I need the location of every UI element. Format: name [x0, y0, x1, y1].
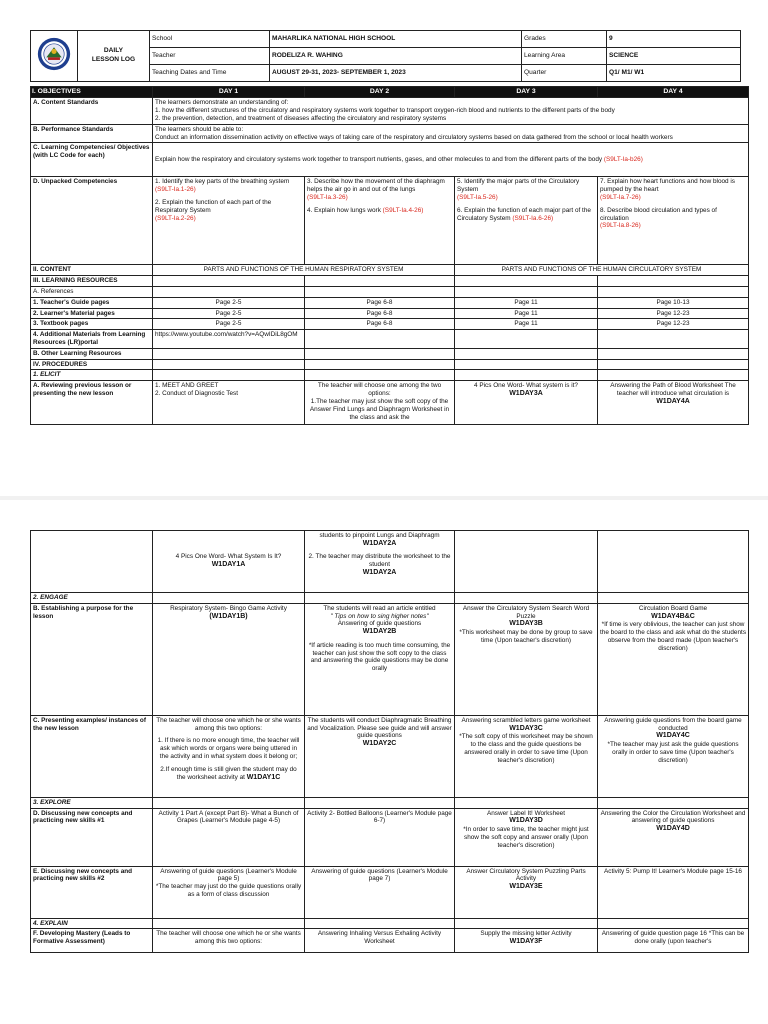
title-line-1: DAILY	[103, 47, 124, 55]
reviewing-day-2	[305, 381, 455, 425]
content-respiratory: PARTS AND FUNCTIONS OF THE HUMAN RESPIRATORY SYSTEM	[153, 265, 455, 276]
examples-day-4	[598, 715, 749, 797]
activity-text: Answer Circulatory System Puzzling Parts Activity	[466, 867, 586, 883]
mastery-day-2: Answering Inhaling Versus Exhaling Activity Worksheet	[305, 929, 455, 953]
review-step: 2. Conduct of Diagnostic Test	[155, 390, 239, 398]
worksheet-code: W1DAY3B	[509, 620, 543, 628]
unpacked-day-4	[598, 177, 749, 265]
explain-row	[31, 918, 749, 929]
discussing-1-day-1: Activity 1 Part A (except Part B)- What a Bunch of Grapes (Learner's Module page 4-5)	[153, 808, 305, 866]
worksheet-code: W1DAY3E	[509, 883, 543, 891]
additional-materials-label: 4. Additional Materials from Learning Resources (LR)portal	[31, 330, 153, 349]
competencies-code: (S9LT-Ia-b26)	[603, 155, 643, 163]
discussing-2-day-4: Activity 5: Pump It! Learner's Module page 15-16	[598, 866, 749, 918]
day-4-heading: DAY 4	[598, 87, 749, 98]
discussing-2-day-3	[455, 866, 598, 918]
worksheet-code: W1DAY3C	[509, 724, 543, 732]
competency-code: (S9LT-Ia.7-26)	[600, 193, 641, 201]
explain-label: 4. EXPLAIN	[31, 918, 153, 929]
activity-text: Respiratory System- Bingo Game Activity	[170, 604, 287, 612]
explore-row	[31, 797, 749, 808]
teacher-label: Teacher	[150, 48, 270, 65]
worksheet-code: W1DAY4A	[656, 397, 690, 405]
dates-value: AUGUST 29-31, 2023- SEPTEMBER 1, 2023	[270, 65, 522, 82]
discussing-2-label: E. Discussing new concepts and practicing new skills #2	[31, 866, 153, 918]
competency-code: (S9LT-Ia.1-26)	[155, 186, 196, 194]
teacher-value: RODELIZA R. WAHING	[270, 48, 522, 65]
purpose-day-3	[455, 603, 598, 715]
day-3-heading: DAY 3	[455, 87, 598, 98]
reviewing-cont-day-1	[153, 531, 305, 593]
competency-text: 7. Explain how heart functions and how blood is pumped by the heart	[600, 178, 735, 194]
teacher-note: *If time is very oblivious, the teacher can just show the board to the class and ask what do the students observe from the board made (Upon teacher's discretion)	[600, 621, 747, 652]
lm-day-2: Page 6-8	[305, 308, 455, 319]
reviewing-day-1	[153, 381, 305, 425]
competencies-text	[153, 143, 749, 177]
activity-text: Circulation Board Game	[638, 604, 708, 612]
review-text: 4 Pics One Word- What System Is It?	[175, 553, 282, 561]
mastery-day-3	[455, 929, 598, 953]
discussing-1-day-4	[598, 808, 749, 866]
performance-standards-text	[153, 124, 749, 143]
activity-text: 2.If enough time is still given the student may do the worksheet activity at	[160, 765, 297, 781]
purpose-day-1	[153, 603, 305, 715]
procedures-row	[31, 359, 749, 370]
references-row	[31, 286, 749, 297]
worksheet-code: W1DAY3A	[509, 390, 543, 398]
school-value: MAHARLIKA NATIONAL HIGH SCHOOL	[270, 31, 522, 48]
teacher-note: *This worksheet may be done by group to save time (Upon teacher's discretion)	[459, 628, 593, 644]
reviewing-day-4	[598, 381, 749, 425]
teacher-note: *The teacher may just ask the guide questions orally in order to save time (Upon teacher's discretion)	[607, 740, 739, 764]
discussing-2-day-1	[153, 866, 305, 918]
content-label: II. CONTENT	[31, 265, 153, 276]
procedures-label: IV. PROCEDURES	[31, 359, 153, 370]
activity-text: The students will read an article entitled	[323, 604, 436, 612]
performance-standards-row	[31, 124, 749, 143]
quarter-label: Quarter	[522, 65, 607, 82]
day-header-row	[31, 87, 749, 98]
textbook-row	[31, 319, 749, 330]
activity-text: Answer Label It! Worksheet	[486, 809, 566, 817]
grades-label: Grades	[522, 31, 607, 48]
tg-day-3: Page 11	[455, 297, 598, 308]
review-text: Answering the Path of Blood Worksheet The teacher will introduce what circulation is	[610, 382, 736, 398]
teachers-guide-row	[31, 297, 749, 308]
competency-text: 3. Describe how the movement of the diaphragm helps the air go in and out of the lungs	[307, 178, 445, 194]
teachers-guide-label: 1. Teacher's Guide pages	[31, 297, 153, 308]
deped-seal-cell	[31, 31, 78, 82]
tb-day-1: Page 2-5	[153, 319, 305, 330]
day-2-heading: DAY 2	[305, 87, 455, 98]
textbook-label: 3. Textbook pages	[31, 319, 153, 330]
objectives-heading: I. OBJECTIVES	[31, 87, 153, 98]
elicit-row	[31, 370, 749, 381]
purpose-day-2	[305, 603, 455, 715]
competency-code: (S9LT-Ia.5-26)	[457, 193, 498, 201]
worksheet-code: W1DAY3D	[509, 817, 543, 825]
area-label: Learning Area	[522, 48, 607, 65]
lm-day-3: Page 11	[455, 308, 598, 319]
content-standards-line: 2. the prevention, detection, and treatment of diseases affecting the circulatory and respiratory systems	[155, 114, 447, 122]
performance-line: Conduct an information dissemination activity on effective ways of taking care of the respiratory and circulatory systems based on data gathered from the school or local health workers	[155, 133, 673, 141]
developing-mastery-row	[31, 929, 749, 953]
teacher-note: *The teacher may just do the guide questions orally as a form of class discussion	[155, 883, 302, 899]
presenting-examples-label: C. Presenting examples/ instances of the new lesson	[31, 715, 153, 797]
worksheet-code: W1DAY2B	[362, 628, 397, 636]
review-text: 1.The teacher may just show the soft copy of the Answer Find Lungs and Diaphragm Worksheet in the class and ask the	[309, 397, 450, 421]
activity-text: The students will conduct Diaphragmatic Breathing and Vocalization. Please see guide and will answer guide questions	[307, 716, 452, 740]
content-standards-text	[153, 98, 749, 124]
tb-day-4: Page 12-23	[598, 319, 749, 330]
lesson-table-page-2	[30, 530, 749, 953]
reviewing-continued-row	[31, 531, 749, 593]
daily-lesson-log-title	[78, 31, 150, 82]
tb-day-3: Page 11	[455, 319, 598, 330]
learners-material-row	[31, 308, 749, 319]
review-text: students to pinpoint Lungs and Diaphragm	[319, 532, 440, 539]
activity-text: The teacher will choose one which he or she wants among this two options:	[156, 716, 301, 732]
reviewing-row	[31, 381, 749, 425]
worksheet-code: (W1DAY1B)	[209, 612, 248, 620]
competency-code: (S9LT-Ia.2-26)	[155, 214, 196, 222]
dates-label: Teaching Dates and Time	[150, 65, 270, 82]
examples-day-2	[305, 715, 455, 797]
quarter-value: Q1/ M1/ W1	[607, 65, 741, 82]
tg-day-2: Page 6-8	[305, 297, 455, 308]
page-1	[0, 0, 768, 500]
other-resources-label: B. Other Learning Resources	[31, 348, 153, 359]
day-1-heading: DAY 1	[153, 87, 305, 98]
competency-code: (S9LT-Ia.6-26)	[512, 214, 554, 222]
activity-text: Answering of guide questions	[337, 620, 422, 628]
activity-text: Answering scrambled letters game worksheet	[461, 716, 591, 724]
teacher-note: *In order to save time, the teacher might just show the soft copy and answer orally (Upon teacher's discretion)	[463, 825, 589, 849]
title-line-2: LESSON LOG	[91, 56, 136, 63]
review-text: The teacher will choose one among the two options:	[317, 382, 442, 398]
competency-code: (S9LT-Ia.4-26)	[382, 206, 424, 214]
article-title: " Tips on how to sing higher notes"	[330, 612, 429, 620]
performance-line: The learners should be able to:	[155, 125, 244, 133]
header-table	[30, 30, 741, 82]
discussing-2-day-2: Answering of guide questions (Learner's Module page 7)	[305, 866, 455, 918]
competencies-statement: Explain how the respiratory and circulatory systems work together to transport nutrients, gases, and other molecules to and from the different parts of the body	[155, 155, 603, 163]
teacher-note: *The soft copy of this worksheet may be shown to the class and the guide questions be answered orally in order to save time (Upon teacher's discretion)	[459, 733, 593, 764]
competency-code: (S9LT-Ia.3-26)	[307, 193, 348, 201]
worksheet-code: W1DAY3F	[509, 938, 543, 946]
other-resources-row	[31, 348, 749, 359]
competency-text: 8. Describe blood circulation and types of circulation	[600, 206, 717, 222]
engage-label: 2. ENGAGE	[31, 593, 153, 604]
area-value: SCIENCE	[607, 48, 741, 65]
activity-text: Answering the Color the Circulation Worksheet and answering of guide questions	[600, 809, 746, 825]
learning-resources-row	[31, 276, 749, 287]
competency-text: 5. Identify the major parts of the Circulatory System	[457, 178, 580, 194]
competency-text: 6. Explain the function of each major part of the Circulatory System	[457, 206, 591, 222]
mastery-day-1: The teacher will choose one which he or she wants among this two options:	[153, 929, 305, 953]
school-label: School	[150, 31, 270, 48]
discussing-1-day-3	[455, 808, 598, 866]
additional-materials-row	[31, 330, 749, 349]
developing-mastery-label: F. Developing Mastery (Leads to Formative Assessment)	[31, 929, 153, 953]
activity-text: Answering of guide questions (Learner's Module page 5)	[160, 867, 297, 883]
discussing-2-row	[31, 866, 749, 918]
performance-standards-label: B. Performance Standards	[31, 124, 153, 143]
unpacked-day-2	[305, 177, 455, 265]
lesson-table-page-1	[30, 86, 749, 425]
discussing-1-day-2: Activity 2- Bottled Balloons (Learner's Module page 6-7)	[305, 808, 455, 866]
unpacked-day-3	[455, 177, 598, 265]
activity-text: Supply the missing letter Activity	[480, 930, 572, 938]
reviewing-day-3	[455, 381, 598, 425]
tg-day-4: Page 10-13	[598, 297, 749, 308]
review-text: 4 Pics One Word- What system is it?	[474, 382, 578, 390]
activity-text: Answer the Circulatory System Search Word Puzzle	[462, 604, 590, 620]
tb-day-2: Page 6-8	[305, 319, 455, 330]
tg-day-1: Page 2-5	[153, 297, 305, 308]
worksheet-code: W1DAY1A	[211, 561, 246, 569]
deped-seal-icon	[37, 37, 71, 71]
establishing-purpose-row	[31, 603, 749, 715]
youtube-link[interactable]: https://www.youtube.com/watch?v=AQwIDiL8gOM	[153, 330, 305, 349]
competencies-label: C. Learning Competencies/ Objectives (with LC Code for each)	[31, 143, 153, 177]
elicit-label: 1. ELICIT	[31, 370, 153, 381]
references-label: A. References	[31, 286, 153, 297]
content-row	[31, 265, 749, 276]
content-circulatory: PARTS AND FUNCTIONS OF THE HUMAN CIRCULATORY SYSTEM	[455, 265, 749, 276]
review-step: 1. MEET AND GREET	[155, 382, 219, 390]
competency-text: 1. Identify the key parts of the breathing system	[155, 178, 290, 186]
activity-text: 1. If there is no more enough time, the teacher will ask which words or organs were being uttered in the activity and in what system does it belong or;	[157, 737, 300, 761]
review-text: 2. The teacher may distribute the worksheet to the student	[308, 553, 451, 569]
worksheet-code: W1DAY2C	[362, 740, 397, 748]
reviewing-cont-day-2	[305, 531, 455, 593]
content-standards-line: The learners demonstrate an understanding of:	[155, 99, 289, 107]
worksheet-code: W1DAY2A	[362, 568, 397, 576]
engage-row	[31, 593, 749, 604]
worksheet-code: W1DAY1C	[246, 773, 281, 781]
learning-resources-label: III. LEARNING RESOURCES	[31, 276, 153, 287]
worksheet-code: W1DAY4D	[656, 825, 690, 833]
reviewing-label: A. Reviewing previous lesson or presenting the new lesson	[31, 381, 153, 425]
worksheet-code: W1DAY4C	[656, 732, 690, 740]
examples-day-1	[153, 715, 305, 797]
purpose-day-4	[598, 603, 749, 715]
activity-text: Answering guide questions from the board game conducted	[604, 716, 742, 732]
competency-text: 2. Explain the function of each part of the Respiratory System	[155, 198, 272, 214]
establishing-purpose-label: B. Establishing a purpose for the lesson	[31, 603, 153, 715]
discussing-1-label: D. Discussing new concepts and practicing new skills #1	[31, 808, 153, 866]
mastery-day-4: Answering of guide question page 16 *This can be done orally (upon teacher's	[598, 929, 749, 953]
unpacked-day-1	[153, 177, 305, 265]
lm-day-4: Page 12-23	[598, 308, 749, 319]
unpacked-competencies-row	[31, 177, 749, 265]
competency-text: 4. Explain how lungs work	[307, 206, 381, 214]
competency-code: (S9LT-Ia.8-26)	[600, 222, 641, 230]
examples-day-3	[455, 715, 598, 797]
lm-day-1: Page 2-5	[153, 308, 305, 319]
learners-material-label: 2. Learner's Material pages	[31, 308, 153, 319]
unpacked-label: D. Unpacked Competencies	[31, 177, 153, 265]
explore-label: 3. EXPLORE	[31, 797, 153, 808]
worksheet-code: W1DAY4B&C	[651, 612, 695, 620]
content-standards-line: 1. how the different structures of the circulatory and respiratory systems work together to transport oxygen-rich blood and nutrients to the different parts of the body	[155, 107, 615, 115]
presenting-examples-row	[31, 715, 749, 797]
teacher-note: *If article reading is too much time consuming, the teacher can just show the soft copy to the class and answering the guide questions may be done orally	[308, 641, 451, 673]
grades-value: 9	[607, 31, 741, 48]
competencies-row	[31, 143, 749, 177]
discussing-1-row	[31, 808, 749, 866]
content-standards-label: A. Content Standards	[31, 98, 153, 124]
content-standards-row	[31, 98, 749, 124]
worksheet-code: W1DAY2A	[362, 539, 397, 547]
